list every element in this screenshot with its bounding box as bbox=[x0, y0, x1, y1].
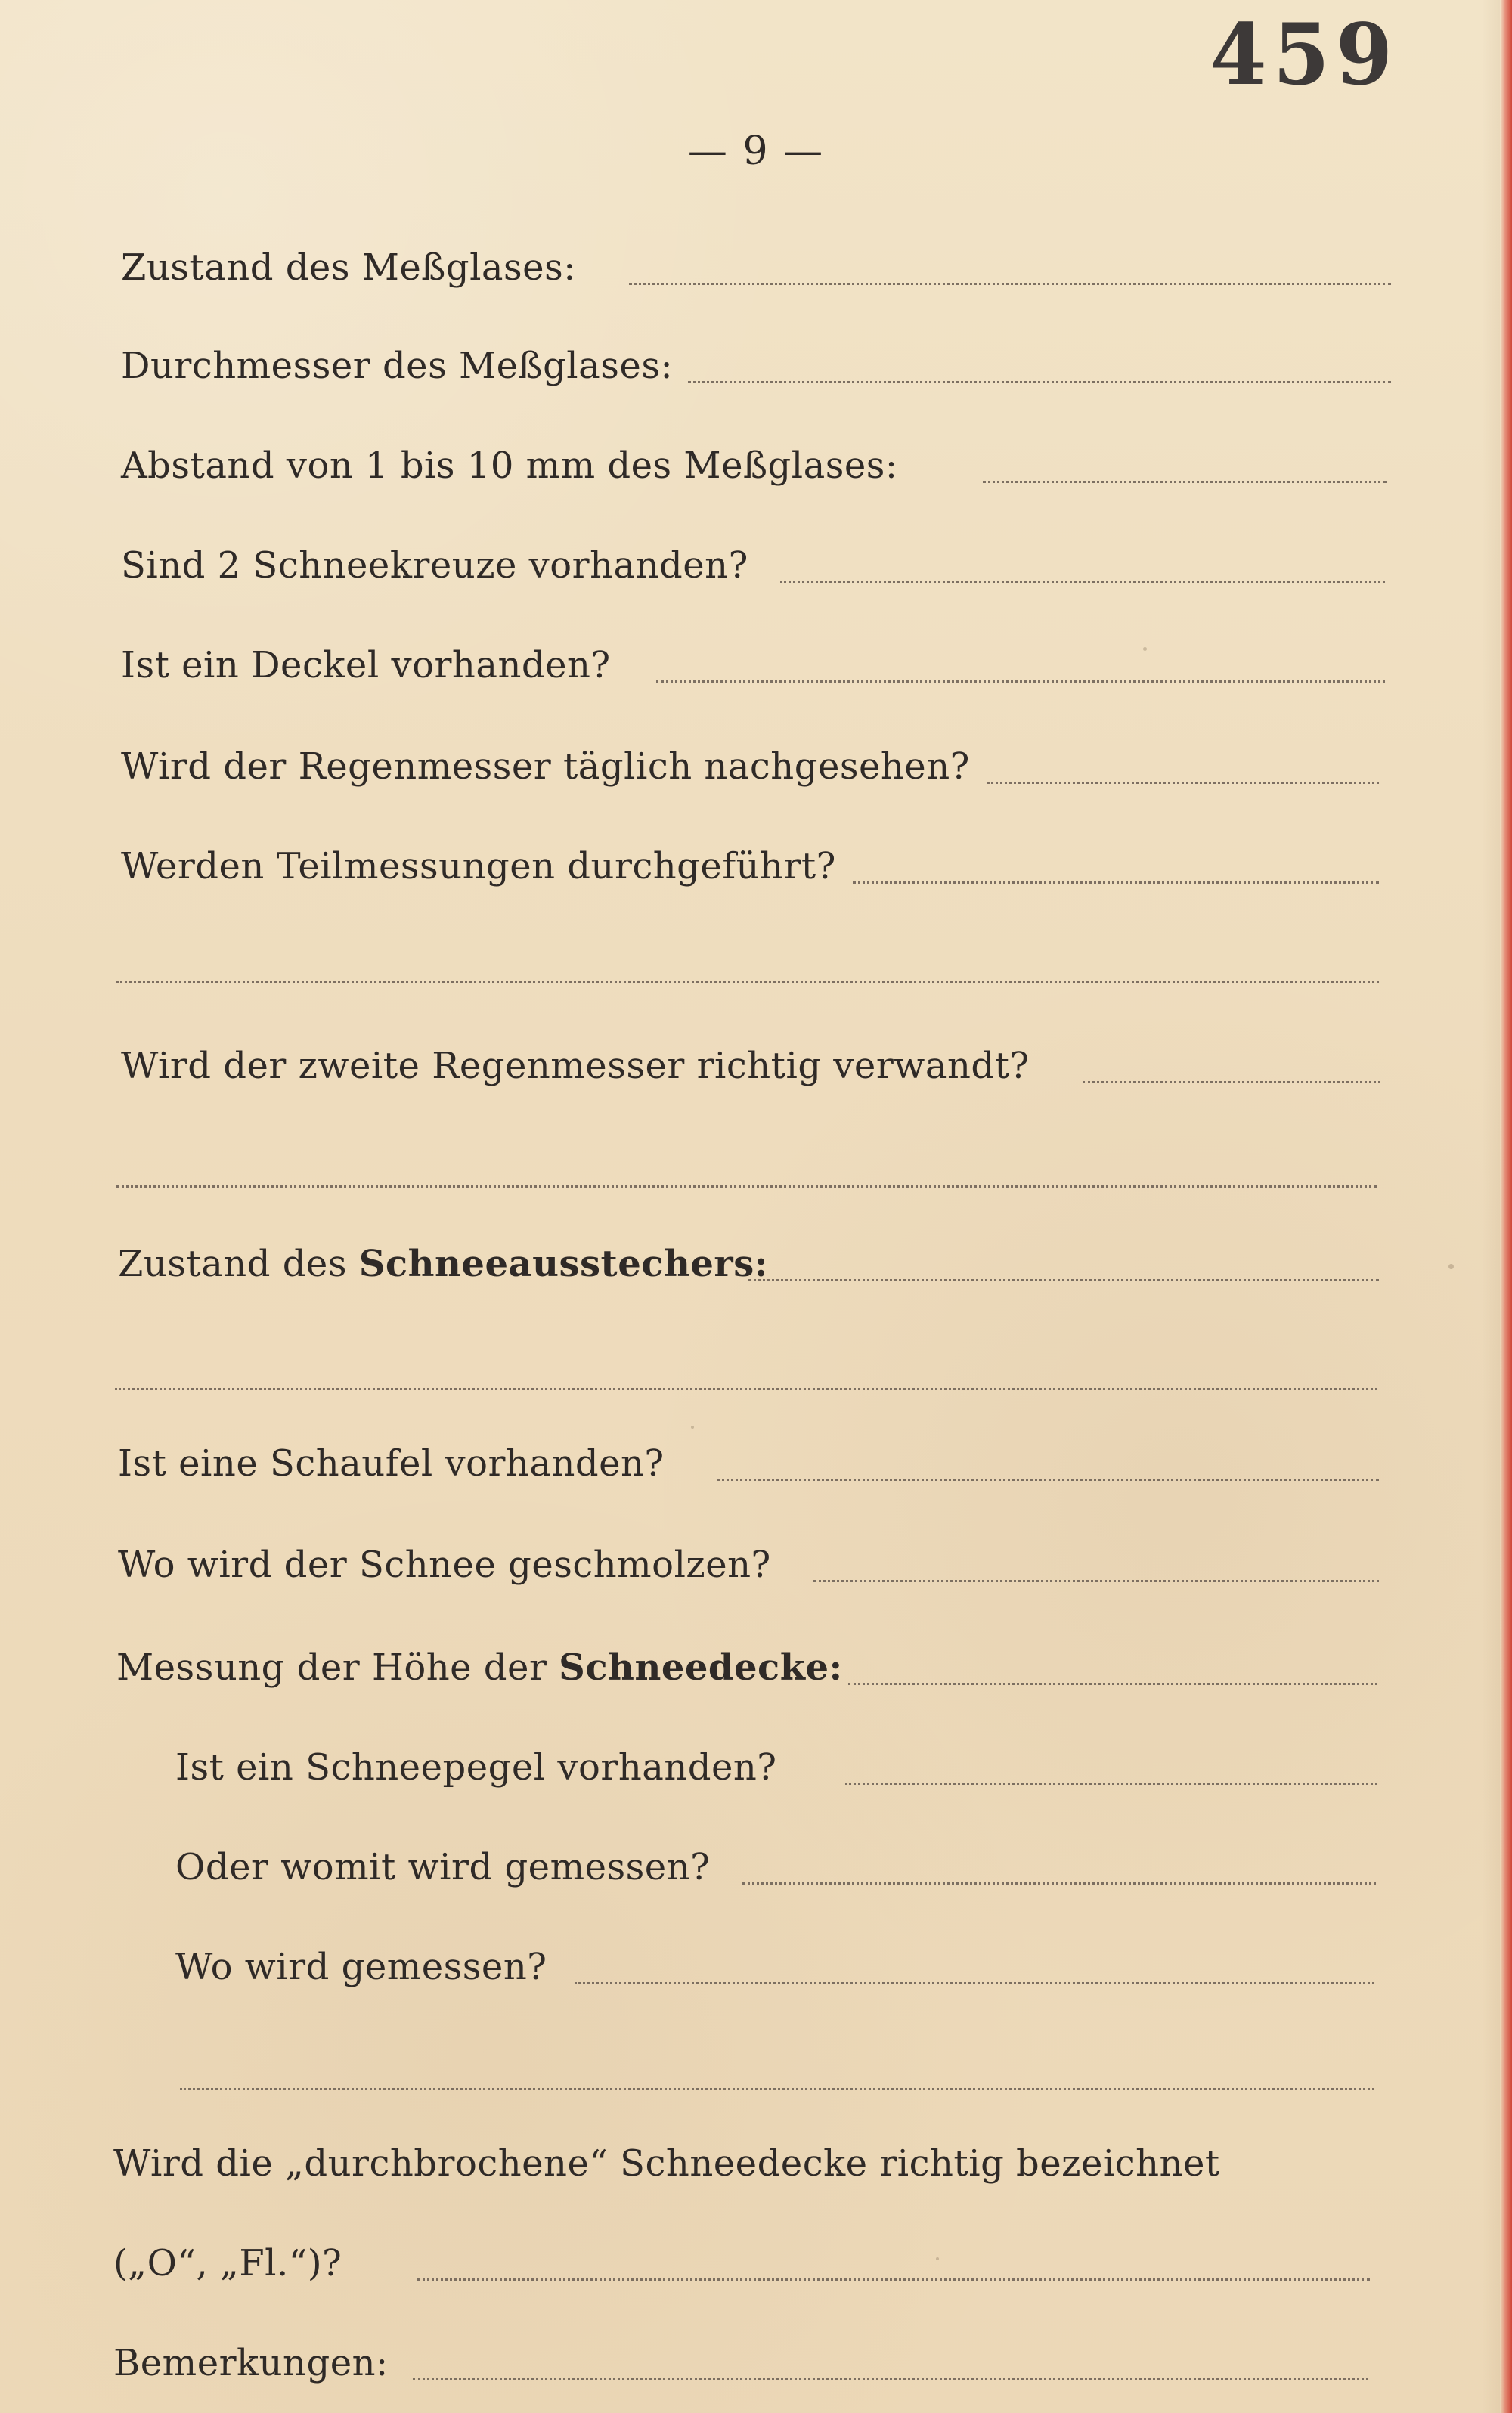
question-label: Durchmesser des Meßglases: bbox=[121, 345, 674, 387]
answer-line[interactable] bbox=[1083, 1081, 1380, 1083]
paper-speck bbox=[1143, 647, 1147, 651]
question-label-prefix: Zustand des bbox=[118, 1243, 347, 1285]
question-label: Ist ein Deckel vorhanden? bbox=[121, 644, 611, 686]
question-label: Bemerkungen: bbox=[113, 2342, 389, 2384]
answer-line[interactable] bbox=[983, 481, 1387, 483]
question-shovel bbox=[0, 1442, 1512, 1513]
answer-line[interactable] bbox=[848, 1683, 1377, 1685]
question-snow-sampler-condition bbox=[0, 1243, 1512, 1314]
question-label bbox=[118, 1243, 768, 1285]
question-daily-check bbox=[0, 745, 1512, 816]
page-number: — 9 — bbox=[687, 129, 825, 174]
question-snow-depth-measurement bbox=[0, 1646, 1512, 1718]
question-measuring-glass-condition bbox=[0, 246, 1512, 318]
answer-line[interactable] bbox=[413, 2378, 1368, 2380]
paper-speck bbox=[936, 2257, 939, 2260]
question-label: („O“, „Fl.“)? bbox=[113, 2242, 342, 2284]
answer-line[interactable] bbox=[780, 581, 1385, 583]
question-label: Wird die „durchbrochene“ Schneedecke richtig bezeichnet bbox=[113, 2142, 1220, 2185]
paper-speck bbox=[1448, 1264, 1454, 1269]
answer-line[interactable] bbox=[853, 881, 1379, 884]
question-label: Werden Teilmessungen durchgeführt? bbox=[121, 845, 836, 887]
question-remarks bbox=[0, 2342, 1512, 2413]
answer-line[interactable] bbox=[845, 1783, 1377, 1785]
answer-line[interactable] bbox=[742, 1882, 1376, 1885]
question-label-prefix: Messung der Höhe der bbox=[116, 1646, 547, 1689]
question-broken-snow-cover-line2 bbox=[0, 2242, 1512, 2313]
question-label-emphasis: Schneedecke: bbox=[559, 1646, 843, 1689]
answer-line-continuation[interactable] bbox=[116, 1185, 1377, 1188]
answer-line[interactable] bbox=[656, 680, 1385, 683]
question-label: Wo wird gemessen? bbox=[175, 1946, 547, 1988]
question-snow-crosses bbox=[0, 544, 1512, 615]
question-label: Wird der Regenmesser täglich nachgesehen? bbox=[121, 745, 970, 788]
answer-line-continuation[interactable] bbox=[180, 2088, 1374, 2090]
question-measured-where bbox=[0, 1946, 1512, 2017]
question-label: Zustand des Meßglases: bbox=[121, 246, 576, 289]
answer-line[interactable] bbox=[987, 782, 1379, 784]
answer-line[interactable] bbox=[717, 1479, 1379, 1481]
question-label: Oder womit wird gemessen? bbox=[175, 1846, 711, 1888]
question-label: Abstand von 1 bis 10 mm des Meßglases: bbox=[121, 444, 898, 487]
answer-line[interactable] bbox=[417, 2278, 1370, 2281]
question-measuring-glass-diameter bbox=[0, 345, 1512, 416]
question-label bbox=[116, 1646, 843, 1689]
question-partial-measurements bbox=[0, 845, 1512, 916]
answer-line-continuation[interactable] bbox=[116, 981, 1379, 983]
question-measured-with bbox=[0, 1846, 1512, 1917]
question-snow-gauge bbox=[0, 1746, 1512, 1817]
question-label: Wird der zweite Regenmesser richtig verwandt? bbox=[121, 1045, 1030, 1087]
question-second-rain-gauge bbox=[0, 1045, 1512, 1116]
question-label: Sind 2 Schneekreuze vorhanden? bbox=[121, 544, 748, 587]
question-measuring-glass-spacing bbox=[0, 444, 1512, 516]
answer-line[interactable] bbox=[575, 1982, 1374, 1984]
answer-line-continuation[interactable] bbox=[115, 1388, 1377, 1390]
question-lid bbox=[0, 644, 1512, 715]
question-broken-snow-cover-line1 bbox=[0, 2142, 1512, 2213]
answer-line[interactable] bbox=[688, 381, 1391, 383]
question-snow-melting-location bbox=[0, 1544, 1512, 1615]
paper-speck bbox=[691, 1426, 694, 1429]
answer-line[interactable] bbox=[813, 1580, 1379, 1582]
question-label-emphasis: Schneeausstechers: bbox=[358, 1243, 768, 1285]
answer-line[interactable] bbox=[748, 1279, 1379, 1281]
stamp-number: 459 bbox=[1210, 6, 1399, 104]
question-label: Ist eine Schaufel vorhanden? bbox=[118, 1442, 665, 1485]
question-label: Ist ein Schneepegel vorhanden? bbox=[175, 1746, 777, 1789]
answer-line[interactable] bbox=[629, 283, 1391, 285]
question-label: Wo wird der Schnee geschmolzen? bbox=[118, 1544, 771, 1586]
